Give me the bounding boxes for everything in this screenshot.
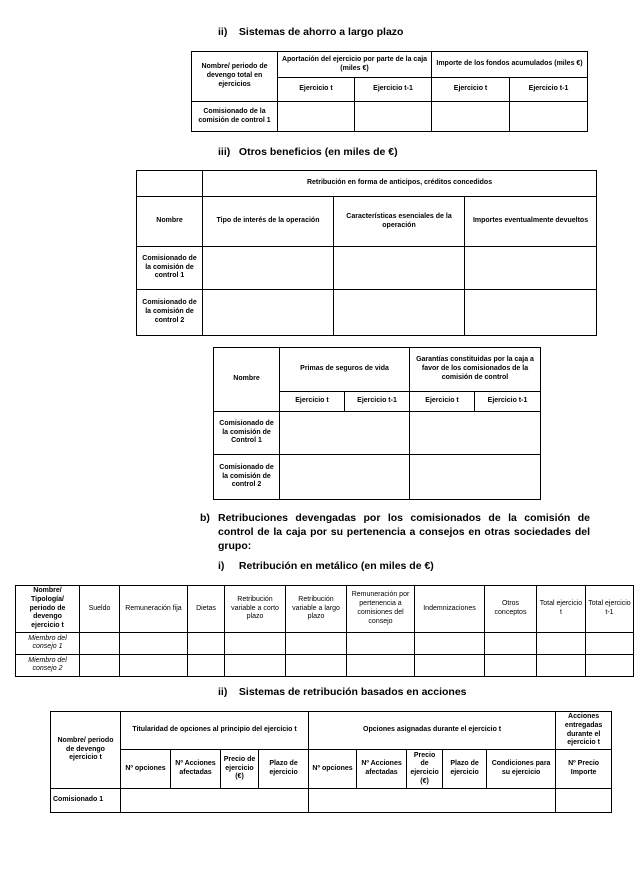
table-cell — [410, 412, 541, 455]
header-entregadas: Acciones entregadas durante el ejercicio t — [556, 712, 612, 750]
table-cell — [286, 632, 347, 654]
table-cell — [188, 654, 225, 676]
table-cell — [334, 290, 465, 336]
table-cell — [415, 632, 485, 654]
table-cell — [80, 632, 120, 654]
table-cell — [347, 654, 415, 676]
table-cell — [80, 654, 120, 676]
table-cell — [432, 102, 510, 132]
header-nombre: Nombre — [214, 348, 280, 412]
heading-title: Retribución en metálico (en miles de €) — [238, 560, 434, 572]
header-column: Otros conceptos — [485, 586, 537, 633]
header-column: Dietas — [188, 586, 225, 633]
header-column: Nombre/ Tipología/ periodo de devengo ejercicio t — [16, 586, 80, 633]
table-cell — [415, 654, 485, 676]
subheader-ejercicio: Ejercicio t-1 — [510, 78, 588, 102]
table-cell — [120, 632, 188, 654]
subheader-ejercicio: Ejercicio t — [410, 392, 475, 412]
table-ahorro — [191, 51, 588, 132]
row-label: Comisionado de la comisión de control 2 — [214, 455, 280, 500]
table-cell — [537, 654, 586, 676]
heading-title: Sistemas de ahorro a largo plazo — [238, 26, 404, 38]
header-asignadas: Opciones asignadas durante el ejercicio t — [309, 712, 556, 750]
header-column: Características esenciales de la operación — [334, 197, 465, 247]
table-cell — [586, 632, 634, 654]
heading-number: i) — [218, 560, 225, 572]
row-label: Comisionado de la comisión de control 1 — [137, 247, 203, 290]
subheader-ejercicio: Ejercicio t-1 — [355, 78, 432, 102]
subheader-ejercicio: Ejercicio t-1 — [475, 392, 541, 412]
header-nombre: Nombre/ periodo de devengo total en ejercicios — [192, 52, 278, 102]
header-column: Total ejercicio t — [537, 586, 586, 633]
header-column: Tipo de interés de la operación — [203, 197, 334, 247]
heading-metalico — [218, 560, 434, 572]
table-cell — [309, 789, 556, 813]
table-cell — [410, 455, 541, 500]
subheader-column: Plazo de ejercicio — [443, 750, 487, 789]
header-fondos: Importe de los fondos acumulados (miles €) — [432, 52, 588, 78]
row-label: Comisionado de la comisión de control 1 — [192, 102, 278, 132]
header-column: Remuneración por pertenencia a comisiones del consejo — [347, 586, 415, 633]
header-anticipos: Retribución en forma de anticipos, créditos concedidos — [203, 171, 597, 197]
subheader-ejercicio: Ejercicio t — [278, 78, 355, 102]
header-titularidad: Titularidad de opciones al principio del ejercicio t — [121, 712, 309, 750]
subheader-column: Nº opciones — [309, 750, 357, 789]
table-cell — [286, 654, 347, 676]
subheader-column: Condiciones para su ejercicio — [487, 750, 556, 789]
heading-acciones — [218, 686, 467, 698]
subheader-column: Nº Precio Importe — [556, 750, 612, 789]
row-label: Comisionado de la comisión de control 2 — [137, 290, 203, 336]
header-nombre: Nombre — [137, 197, 203, 247]
table-cell — [537, 632, 586, 654]
table-cell — [137, 171, 203, 197]
table-cell — [280, 455, 410, 500]
table-cell — [485, 632, 537, 654]
paragraph-label: b) — [200, 512, 210, 524]
table-cell — [280, 412, 410, 455]
header-garantias: Garantías constituidas por la caja a favor de los comisionados de la comisión de control — [410, 348, 541, 392]
header-column: Importes eventualmente devueltos — [465, 197, 597, 247]
heading-title: Sistemas de retribución basados en acciones — [238, 686, 467, 698]
heading-otros-beneficios — [218, 146, 398, 158]
table-cell — [510, 102, 588, 132]
table-cell — [120, 654, 188, 676]
table-cell — [225, 632, 286, 654]
header-column: Retribución variable a corto plazo — [225, 586, 286, 633]
subheader-column: Precio de ejercicio (€) — [221, 750, 259, 789]
table-cell — [203, 290, 334, 336]
header-column: Remuneración fija — [120, 586, 188, 633]
table-anticipos — [136, 170, 597, 336]
subheader-column: Plazo de ejercicio — [259, 750, 309, 789]
table-cell — [465, 290, 597, 336]
row-label: Comisionado de la comisión de Control 1 — [214, 412, 280, 455]
header-aportacion: Aportación del ejercicio por parte de la caja (miles €) — [278, 52, 432, 78]
table-cell — [347, 632, 415, 654]
table-cell — [278, 102, 355, 132]
table-cell — [188, 632, 225, 654]
table-metalico — [15, 585, 634, 677]
table-cell — [556, 789, 612, 813]
table-cell — [334, 247, 465, 290]
header-primas: Primas de seguros de vida — [280, 348, 410, 392]
header-column: Sueldo — [80, 586, 120, 633]
subheader-ejercicio: Ejercicio t-1 — [345, 392, 410, 412]
table-cell — [485, 654, 537, 676]
subheader-column: Nº Acciones afectadas — [171, 750, 221, 789]
table-cell — [355, 102, 432, 132]
table-cell — [586, 654, 634, 676]
header-nombre: Nombre/ periodo de devengo ejercicio t — [51, 712, 121, 789]
row-label: Miembro del consejo 1 — [16, 632, 80, 654]
table-cell — [121, 789, 309, 813]
table-cell — [465, 247, 597, 290]
subheader-column: Precio de ejercicio (€) — [407, 750, 443, 789]
table-acciones — [50, 711, 612, 813]
row-label: Miembro del consejo 2 — [16, 654, 80, 676]
heading-number: iii) — [218, 146, 231, 158]
header-column: Total ejercicio t-1 — [586, 586, 634, 633]
heading-ahorro — [218, 26, 403, 38]
header-column: Indemnizaciones — [415, 586, 485, 633]
heading-number: ii) — [218, 26, 228, 38]
subheader-column: Nº Acciones afectadas — [357, 750, 407, 789]
heading-number: ii) — [218, 686, 228, 698]
subheader-ejercicio: Ejercicio t — [280, 392, 345, 412]
row-label: Comisionado 1 — [51, 789, 121, 813]
table-seguros — [213, 347, 541, 500]
table-cell — [203, 247, 334, 290]
header-column: Retribución variable a largo plazo — [286, 586, 347, 633]
subheader-column: Nº opciones — [121, 750, 171, 789]
heading-title: Otros beneficios (en miles de €) — [238, 146, 398, 158]
table-cell — [225, 654, 286, 676]
subheader-ejercicio: Ejercicio t — [432, 78, 510, 102]
paragraph-text: Retribuciones devengadas por los comisionados de la comisión de control de la caja por su pertenencia a consejos en otras sociedades del grupo: — [218, 512, 590, 552]
